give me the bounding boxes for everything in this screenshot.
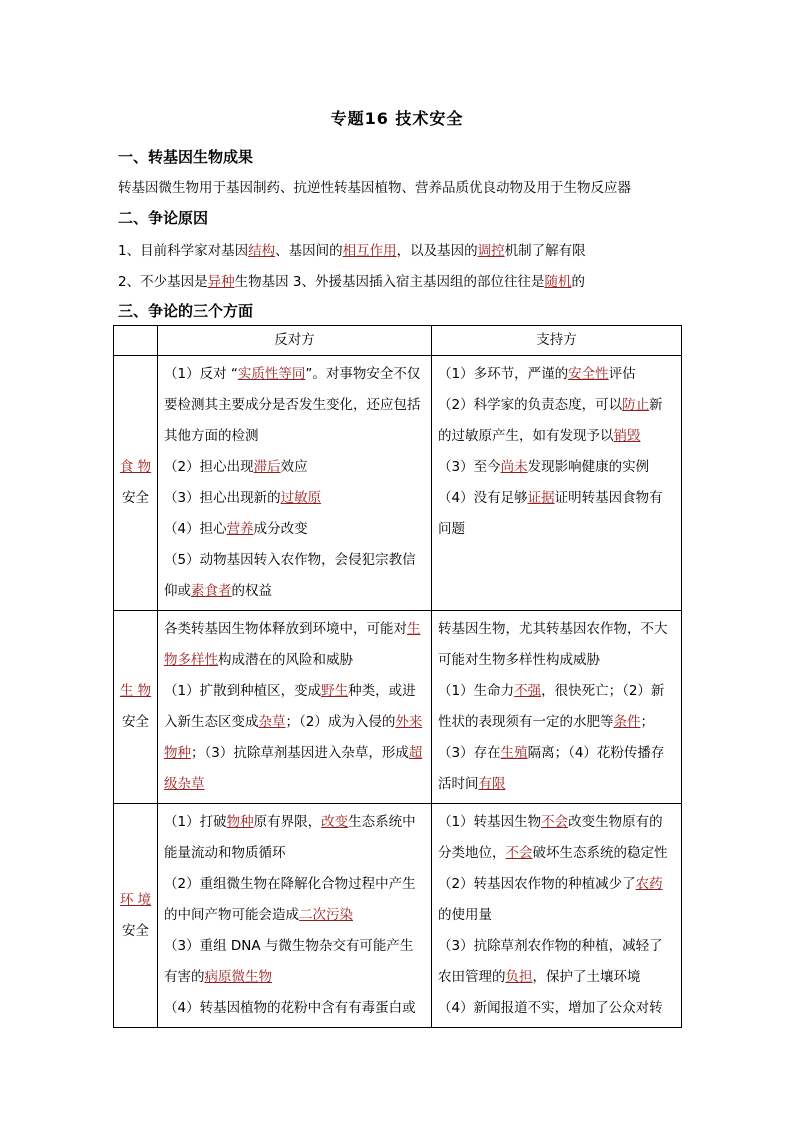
cell-paragraph: [438, 452, 675, 483]
keyword: 素食者: [191, 583, 232, 599]
text-segment: 生物基因 3、外援基因插入宿主基因组的部位往往是: [234, 274, 545, 290]
text-segment: 破坏生态系统的稳定性: [532, 845, 668, 861]
keyword: 安全性: [568, 366, 609, 382]
section1-heading: 一、转基因生物成果: [118, 148, 254, 166]
text-segment: （1）反对 “: [164, 366, 238, 382]
text-segment: （2）担心出现: [164, 459, 254, 475]
section2-heading: 二、争论原因: [118, 209, 209, 227]
text-segment: ；（3）存在: [438, 714, 654, 761]
category-suffix: 安全: [122, 714, 149, 730]
keyword: 超级杂草: [164, 745, 423, 792]
text-segment: ”。对事物安全不仅要检测其主要成分是否发生变化，还应包括其他方面的检测: [164, 366, 421, 444]
text-segment: 的: [571, 274, 585, 290]
keyword: 销毁: [613, 428, 641, 444]
cell-paragraph: [438, 931, 675, 993]
text-segment: （2）转基因农作物的种植减少了: [438, 876, 636, 892]
keyword: 农药: [635, 876, 663, 892]
table-row: [114, 356, 682, 611]
text-segment: （1）转基因生物: [438, 814, 542, 830]
keyword: 营养: [226, 521, 254, 537]
text-segment: （3）担心出现新的: [164, 490, 281, 506]
keyword: 二次污染: [299, 907, 353, 923]
cell-paragraph: [438, 483, 675, 545]
text-segment: （1）生命力: [438, 683, 515, 699]
text-segment: 种类，或进入新生态区变成: [164, 683, 416, 730]
text-segment: 发现影响健康的实例: [527, 459, 650, 475]
keyword: 外来物种: [164, 714, 423, 761]
keyword: 生物多样性: [164, 621, 421, 668]
category-keyword: 生 物: [119, 683, 152, 699]
keyword: 实质性等同: [237, 366, 306, 382]
text-segment: （4）新闻报道不实，增加了公众对转: [438, 1000, 663, 1016]
text-segment: （2）重组微生物在降解化合物过程中产生的中间产物可能会造成: [164, 876, 416, 923]
keyword: 有限: [478, 776, 506, 792]
text-segment: ，保护了土壤环境: [532, 969, 641, 985]
cell-paragraph: [164, 869, 425, 931]
text-segment: 1、目前科学家对基因: [118, 243, 249, 259]
support-cell: [432, 804, 682, 1028]
text-segment: 机制了解有限: [504, 243, 586, 259]
text-segment: （4）担心: [164, 521, 227, 537]
table-header-row: [114, 326, 682, 356]
keyword: 物种: [226, 814, 254, 830]
cell-paragraph: [164, 614, 425, 676]
section1-text: 转基因微生物用于基因制药、抗逆性转基因植物、营养品质优良动物及用于生物反应器: [118, 180, 631, 196]
keyword: 防止: [622, 397, 650, 413]
cell-paragraph: [438, 676, 675, 800]
category-cell: [114, 611, 158, 804]
text-segment: 转基因生物，尤其转基因农作物，不大可能对生物多样性构成威胁: [438, 621, 668, 668]
text-segment: （1）扩散到种植区，变成: [164, 683, 322, 699]
cell-paragraph: [438, 993, 675, 1024]
text-segment: 成分改变: [253, 521, 308, 537]
text-segment: ，以及基因的: [396, 243, 478, 259]
text-segment: ，很快死亡；（2）新性状的表现须有一定的水肥等: [438, 683, 665, 730]
keyword: 相互作用: [342, 243, 397, 259]
against-cell: [158, 356, 432, 611]
cell-paragraph: [438, 869, 675, 931]
text-segment: ；（3）抗除草剂基因进入杂草，形成: [191, 745, 409, 761]
keyword: 不会: [541, 814, 569, 830]
cell-paragraph: [164, 359, 425, 452]
text-segment: （5）动物基因转入农作物，会侵犯宗教信仰或: [164, 552, 416, 599]
text-segment: 的使用量: [438, 907, 492, 923]
text-segment: 各类转基因生物体释放到环境中，可能对: [164, 621, 407, 637]
category-keyword: 环 境: [119, 891, 152, 908]
keyword: 生殖: [500, 745, 528, 761]
keyword: 负担: [505, 969, 533, 985]
text-segment: 构成潜在的风险和威胁: [218, 652, 353, 668]
support-cell: [432, 356, 682, 611]
against-cell: [158, 804, 432, 1028]
cell-paragraph: [438, 614, 675, 676]
text-segment: 原有界限，: [253, 814, 322, 830]
keyword: 病原微生物: [204, 969, 272, 985]
page-title: 专题16 技术安全: [330, 109, 464, 128]
category-keyword: 食 物: [119, 459, 152, 475]
keyword: 随机: [544, 274, 572, 290]
against-cell: [158, 611, 432, 804]
keyword: 杂草: [258, 714, 286, 730]
cell-paragraph: [438, 359, 675, 390]
category-suffix: 安全: [122, 922, 149, 939]
text-segment: ；（2）成为入侵的: [285, 714, 396, 730]
text-segment: 生态系统中能量流动和物质循环: [164, 814, 416, 861]
support-cell: [432, 611, 682, 804]
text-segment: 隔离；（4）花粉传播存活时间: [438, 745, 665, 792]
keyword: 过敏原: [280, 490, 322, 506]
reason-line-2: [118, 270, 585, 290]
header-support: 支持方: [432, 326, 682, 356]
cell-paragraph: [438, 390, 675, 452]
keyword: 尚未: [500, 459, 528, 475]
table-row: [114, 611, 682, 804]
text-segment: （1）打破: [164, 814, 227, 830]
text-segment: （1）多环节，严谨的: [438, 366, 569, 382]
reason-line-1: [118, 239, 586, 259]
cell-paragraph: [164, 483, 425, 514]
category-cell: [114, 356, 158, 611]
keyword: 结构: [248, 243, 276, 259]
cell-paragraph: [164, 514, 425, 545]
keyword: 野生: [321, 683, 349, 699]
text-segment: （2）科学家的负责态度，可以: [438, 397, 623, 413]
cell-paragraph: [164, 993, 425, 1024]
debate-table: [113, 325, 682, 1028]
text-segment: 2、不少基因是: [118, 274, 208, 290]
cell-paragraph: [164, 931, 425, 993]
keyword: 不会: [505, 845, 533, 861]
text-segment: 新的过敏原产生，如有发现予以: [438, 397, 663, 444]
text-segment: 改变生物原有的分类地位，: [438, 814, 663, 861]
category-cell: [114, 804, 158, 1028]
keyword: 不强: [514, 683, 542, 699]
text-segment: （3）抗除草剂农作物的种植，减轻了农田管理的: [438, 938, 663, 985]
text-segment: 证明转基因食物有问题: [438, 490, 663, 537]
keyword: 异种: [207, 274, 235, 290]
text-segment: 评估: [608, 366, 636, 382]
cell-paragraph: [438, 807, 675, 869]
category-suffix: 安全: [122, 490, 149, 506]
section3-heading: 三、争论的三个方面: [118, 302, 254, 320]
keyword: 调控: [477, 243, 505, 259]
text-segment: 的权益: [231, 583, 272, 599]
keyword: 条件: [613, 714, 641, 730]
text-segment: （3）重组 DNA 与微生物杂交有可能产生有害的: [164, 938, 414, 985]
text-segment: 、基因间的: [275, 243, 343, 259]
text-segment: （4）转基因植物的花粉中含有有毒蛋白或: [164, 1000, 416, 1016]
keyword: 证据: [527, 490, 555, 506]
keyword: 滞后: [253, 459, 281, 475]
cell-paragraph: [164, 676, 425, 800]
cell-paragraph: [164, 545, 425, 607]
cell-paragraph: [164, 807, 425, 869]
text-segment: （3）至今: [438, 459, 501, 475]
text-segment: （4）没有足够: [438, 490, 528, 506]
keyword: 改变: [321, 814, 349, 830]
cell-paragraph: [164, 452, 425, 483]
header-empty-cell: [114, 326, 158, 356]
table-row: [114, 804, 682, 1028]
text-segment: 效应: [280, 459, 308, 475]
header-against: 反对方: [158, 326, 432, 356]
